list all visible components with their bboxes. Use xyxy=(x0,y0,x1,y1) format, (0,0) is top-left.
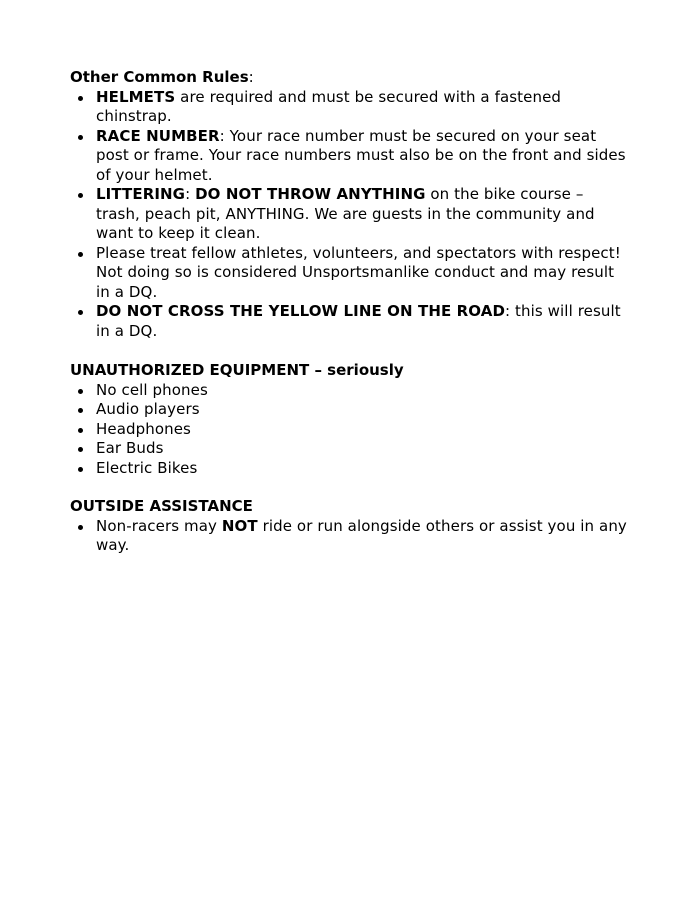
list-item-helmets: HELMETS are required and must be secured with a fastened chinstrap. xyxy=(96,88,631,127)
list-item-non-racers: Non-racers may NOT ride or run alongside others or assist you in any way. xyxy=(96,517,631,556)
section-unauthorized-equipment xyxy=(70,361,631,478)
section-heading: OUTSIDE ASSISTANCE xyxy=(70,497,253,515)
assistance-list xyxy=(70,517,631,556)
section-heading: Other Common Rules: xyxy=(70,68,254,86)
list-item: Electric Bikes xyxy=(96,459,631,479)
list-item-littering: LITTERING: DO NOT THROW ANYTHING on the bike course – trash, peach pit, ANYTHING. We are guests in the community and want to keep it clean. xyxy=(96,185,631,244)
list-item: Audio players xyxy=(96,400,631,420)
list-item-respect: Please treat fellow athletes, volunteers, and spectators with respect! Not doing so is considered Unsportsmanlike conduct and may result in a DQ. xyxy=(96,244,631,303)
section-other-common-rules xyxy=(70,68,631,341)
list-item: No cell phones xyxy=(96,381,631,401)
list-item: Ear Buds xyxy=(96,439,631,459)
rules-list xyxy=(70,88,631,342)
section-heading: UNAUTHORIZED EQUIPMENT – seriously xyxy=(70,361,404,379)
list-item: Headphones xyxy=(96,420,631,440)
section-outside-assistance xyxy=(70,497,631,556)
equipment-list xyxy=(70,381,631,479)
list-item-yellow-line: DO NOT CROSS THE YELLOW LINE ON THE ROAD: this will result in a DQ. xyxy=(96,302,631,341)
list-item-race-number: RACE NUMBER: Your race number must be secured on your seat post or frame. Your race numbers must also be on the front and sides of your helmet. xyxy=(96,127,631,186)
